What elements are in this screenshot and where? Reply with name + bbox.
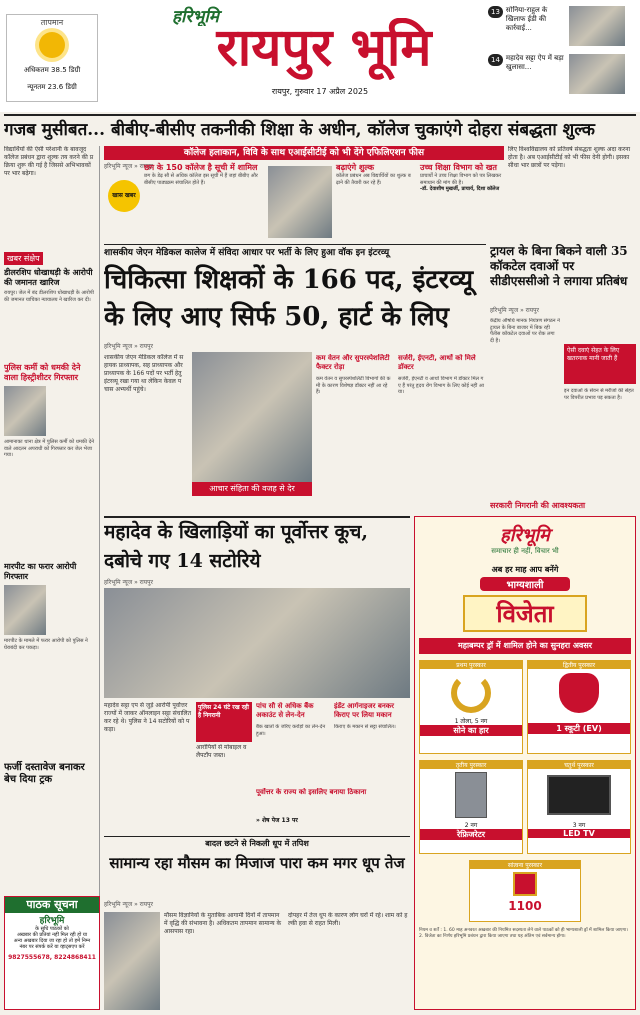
scooter-icon <box>559 673 599 713</box>
drug-headline: ट्रायल के बिना बिकने वाली 35 कॉकटेल दवाओं पर सीडीएससीओ ने लगाया प्रतिबंध <box>490 244 628 288</box>
brief-text: आमानाका थाना क्षेत्र में पुलिस कर्मी को धमकी देने वाले आदतन अपराधी को गिरफ्तार कर जेल भेजा गया। <box>4 439 95 458</box>
brief-photo <box>4 386 46 436</box>
max-temp: अधिकतम 38.5 डिग्री <box>23 66 81 74</box>
prize-label: द्वितीय पुरस्कार <box>528 661 630 669</box>
banner-headline: गजब मुसीबत... बीबीए-बीसीए तकनीकी शिक्षा के अधीन, कॉलेज चुकाएंगे दोहरा संबद्धता शुल्क <box>4 114 636 142</box>
drug-subhead: सरकारी निगरानी की आवश्यकता <box>490 501 586 510</box>
story-text: कॉलेज प्रबंधन अब विद्यार्थियों का शुल्क बढ़ाने की तैयारी कर रहे हैं। <box>336 173 411 186</box>
story-text: प्राचार्यों ने उच्च शिक्षा विभाग को पत्र लिखकर समाधान की मांग की है। <box>420 173 502 186</box>
weather-headline: सामान्य रहा मौसम का मिजाज पारा कम मगर धूप तेज <box>109 854 405 872</box>
weather-photo <box>104 912 160 1010</box>
brief-photo <box>4 585 46 635</box>
ad-banner: महाबम्पर ड्रॉ में शामिल होने का सुनहरा अवसर <box>419 638 631 654</box>
brief-text: रायपुर। जेल में बंद डीलरशिप धोखाधड़ी के आरोपी की जमानत याचिका न्यायालय ने खारिज कर दी। <box>4 290 94 303</box>
prize-card <box>527 660 631 754</box>
prize-name: सोने का हार <box>420 725 522 736</box>
ad-tagline: समाचार ही नहीं, विचार भी <box>491 547 559 555</box>
fridge-icon <box>455 772 487 818</box>
doctor-kicker: शासकीय जेएन मेडिकल कालेज में संविदा आधार पर भर्ती के लिए हुआ वॉक इन इंटरव्यू <box>104 244 486 260</box>
prize-name: 1 स्कूटी (EV) <box>528 723 630 734</box>
notice-line: नंबर पर संपर्क करें या व्हाट्सएप करें <box>19 944 85 950</box>
weather-box <box>6 14 98 102</box>
prize-qty: 3 नग <box>572 822 586 829</box>
cricket-headline: महादेव के खिलाड़ियों का पूर्वोत्तर कूच, दबोचे गए 14 सटोरिये <box>104 516 410 574</box>
side-head: इंडेंट आर्गनाइजर बनकर किराए पर लिया मकान <box>334 702 394 719</box>
pull-quote: ऐसी दवाएं सेहत के लिए खतरनाक मानी जाती हैं <box>564 344 636 384</box>
teaser-text: महादेव सट्टा ऐप में बड़ा खुलासा... <box>505 54 564 71</box>
photo-caption: आचार संहिता की वजह से देर <box>192 482 312 496</box>
column-head: बढ़ाएंगे शुल्क <box>336 163 375 172</box>
prize-label: प्रथम पुरस्कार <box>420 661 522 669</box>
ad-badge: भाग्यशाली <box>480 577 570 591</box>
notice-brand: हरिभूमि <box>39 916 65 926</box>
tv-icon <box>547 775 611 815</box>
reader-notice <box>4 896 100 1010</box>
ad-intro: अब हर माह आप बनेंगे <box>491 565 559 574</box>
min-temp: न्यूनतम 23.6 डिग्री <box>27 83 77 91</box>
special-badge: खास खबर <box>108 180 140 212</box>
story-text: मौसम विज्ञानियों के मुताबिक आगामी दिनों में तापमान में वृद्धि की संभावना है। अधिकतम तापमान सामान्य के आसपास रहा। <box>164 912 282 935</box>
sub-banner: कॉलेज हलाकान, विवि के साथ एआईसीटीई को भी देंगे एफिलिएशन फीस <box>104 146 504 160</box>
weather-byline: हरिभूमि न्यूज » रायपुर <box>104 901 153 908</box>
brief-headline: डीलरशिप धोखाधड़ी के आरोपी की जमानत खारिज <box>4 268 93 287</box>
prize-card <box>527 760 631 854</box>
ad-winner: विजेता <box>463 595 587 632</box>
advertisement[interactable] <box>414 516 636 1010</box>
story-text: कम वेतन व सुपरस्पेशलिटी विभागों की कमी के कारण विशेषज्ञ डॉक्टर नहीं आ रहे हैं। <box>316 376 391 395</box>
side-head: पांच सौ से अधिक बैंक अकाउंट से लेन-देन <box>256 702 314 719</box>
prize-name: रेफ्रिजरेटर <box>420 829 522 840</box>
story-text: लिए विश्वविद्यालय को प्रतिवर्ष संबद्धता शुल्क अदा करना होता है। अब एआईसीटीई को भी फीस देनी होगी। इसका सीधा भार छात्रों पर पड़ेगा। <box>508 146 631 169</box>
notice-title: पाठक सूचना <box>5 897 99 913</box>
story-text: छग के डेढ़ सौ से अधिक कॉलेज इस सूची में हैं जहां बीबीए और बीसीए पाठ्यक्रम संचालित होते हैं। <box>144 173 258 186</box>
byline: हरिभूमि न्यूज » रायपुर <box>104 163 153 170</box>
masthead <box>0 0 640 112</box>
necklace-icon <box>451 673 491 713</box>
story-text: शासकीय जेएन मेडिकल कॉलेज में सहायक प्राध्यापक, सह प्राध्यापक और प्राध्यापक के 166 पदों पर भर्ती हेतु इंटरव्यू रखा गया था लेकिन केवल पचास अभ्यर्थी पहुंचे। <box>104 354 184 393</box>
teaser-text: सोनिया-राहुल के खिलाफ ईडी की कार्रवाई... <box>505 6 548 32</box>
prize-qty: 2 नग <box>464 822 478 829</box>
top-story <box>104 162 504 240</box>
story-text: विद्यार्थियों की ऐसी परेशानी के बावजूद कॉलेज प्रबंधन द्वारा शुल्क तय करने की प्रक्रिया शुरू की गई है जिससे अभिभावकों पर भार बढ़ेगा। <box>4 146 94 177</box>
story-text: सर्जरी, ईएनटी व आर्थो विभाग में डॉक्टर मिल गए हैं परंतु हृदय रोग विभाग के लिए कोई नहीं आया। <box>398 376 484 395</box>
brand-logo: हरिभूमि <box>172 7 219 26</box>
prize-name: LED TV <box>528 829 630 838</box>
story-text: महादेव सट्टा एप से जुड़े आरोपी पूर्वोत्तर राज्यों में जाकर ऑनलाइन सट्टा संचालित कर रहे थे। पुलिस ने 14 सटोरियों को पकड़ा। <box>104 702 192 733</box>
prize-card <box>419 660 523 754</box>
doctor-photo <box>192 352 312 482</box>
prize-label: चतुर्थ पुरस्कार <box>528 761 630 769</box>
notice-phones[interactable]: 9827555678, 8224868411 <box>8 954 96 961</box>
weather-label: तापमान <box>40 18 64 27</box>
left-column <box>4 146 100 1010</box>
sun-icon <box>39 32 65 58</box>
side-head: पूर्वोत्तर के राज्य को इसलिए बनाया ठिकाना <box>256 788 367 796</box>
ad-rules: नियम व शर्तें : 1. 60 माह अनवरत अखबार की नियमित सदस्यता लेने वाले पाठकों को ही भाग्यशाली ड्रॉ में शामिल किया जाएगा। 2. विजेता का निर्णय हरिभूमि प्रबंधन द्वारा किया जाएगा तथा यह अंतिम एवं सर्वमान्य होगा। <box>419 928 628 939</box>
teaser-box <box>488 6 636 102</box>
story-photo <box>268 166 332 238</box>
cricket-photo <box>104 588 410 698</box>
story-link[interactable]: » शेष पेज 13 पर <box>256 817 298 824</box>
column-head: छग के 150 कॉलेज है सूची में शामिल <box>144 163 258 172</box>
teaser-item[interactable] <box>488 6 636 50</box>
section-label: खबर संक्षेप <box>4 252 43 265</box>
story-text: बैंक खातों के जरिए करोड़ों का लेन-देन हुआ। <box>256 724 326 737</box>
quote-byline: -डॉ. देवाशीष मुखर्जी, प्राचार्य, दिशा कॉलेज <box>420 186 500 192</box>
cricket-byline: हरिभूमि न्यूज » रायपुर <box>104 579 153 586</box>
drug-byline: हरिभूमि न्यूज » रायपुर <box>490 307 539 314</box>
teaser-item[interactable] <box>488 54 636 98</box>
gift-icon <box>513 872 537 896</box>
story-text: किराए के मकान से सट्टा संचालित। <box>334 724 396 730</box>
teaser3-strip <box>100 100 101 101</box>
brief-headline: फर्जी दस्तावेज बनाकर बेच दिया ट्रक <box>4 762 85 785</box>
column-head: उच्च शिक्षा विभाग को खत <box>420 163 497 172</box>
teaser-page-num: 14 <box>488 54 503 66</box>
side-head: पुलिस 24 घंटे रख रही है निगरानी <box>196 702 252 742</box>
story-text: इन दवाओं के सेवन से मरीजों की सेहत पर विपरीत प्रभाव पड़ सकता है। <box>564 388 634 401</box>
prize-count: 1100 <box>508 899 542 913</box>
side-head: सर्जरी, ईएनटी, आर्थो को मिले डॉक्टर <box>398 354 476 371</box>
weather-kicker: बादल छटने से निकली धूप में तपिश <box>104 836 410 850</box>
notice-line: अखबार की प्रतियां नहीं मिल रही हो या <box>16 932 88 938</box>
dateline: रायपुर, गुरुवार 17 अप्रैल 2025 <box>271 87 369 96</box>
prize-label: सांत्वना पुरस्कार <box>470 861 580 869</box>
teaser-photo <box>569 6 625 46</box>
ad-brand: हरिभूमि <box>500 525 550 546</box>
side-head: कम वेतन और सुपरस्पेशलिटी फैक्टर रोड़ा <box>316 354 390 371</box>
page-title: रायपुर भूमि <box>216 18 432 78</box>
brief-headline: पुलिस कर्मी को धमकी देने वाला हिस्ट्रीशीटर गिरफ्तार <box>4 363 81 382</box>
doctor-byline: हरिभूमि न्यूज » रायपुर <box>104 343 153 350</box>
story-text: केंद्रीय औषधि मानक नियंत्रण संगठन ने ट्रायल के बिना बाजार में बिक रही पैंतीस कॉकटेल दवाओं पर रोक लगा दी है। <box>490 318 560 344</box>
story-text: आरोपियों से मोबाइल व लैपटॉप जब्त। <box>196 744 247 759</box>
notice-line: के सुधि पाठकों को <box>35 926 69 932</box>
prize-qty: 1 तोला, 5 नग <box>454 718 488 725</box>
prize-card <box>419 760 523 854</box>
brief-text: मारपीट के मामले में फरार आरोपी को पुलिस ने घेराबंदी कर पकड़ा। <box>4 638 88 651</box>
prize-label: तृतीय पुरस्कार <box>420 761 522 769</box>
brief-headline: मारपीट का फरार आरोपी गिरफ्तार <box>4 562 77 581</box>
doctor-headline: चिकित्सा शिक्षकों के 166 पद, इंटरव्यू के लिए आए सिर्फ 50, हार्ट के लिए <box>104 265 474 332</box>
prize-card <box>469 860 581 922</box>
teaser-photo <box>569 54 625 94</box>
story-text: दोपहर में तेज धूप के कारण लोग घरों में रहे। शाम को हल्की हवा से राहत मिली। <box>288 912 408 927</box>
teaser-page-num: 13 <box>488 6 503 18</box>
notice-line: अन्य अखबार दिया जा रहा हो तो हमें निम्न <box>13 938 91 944</box>
